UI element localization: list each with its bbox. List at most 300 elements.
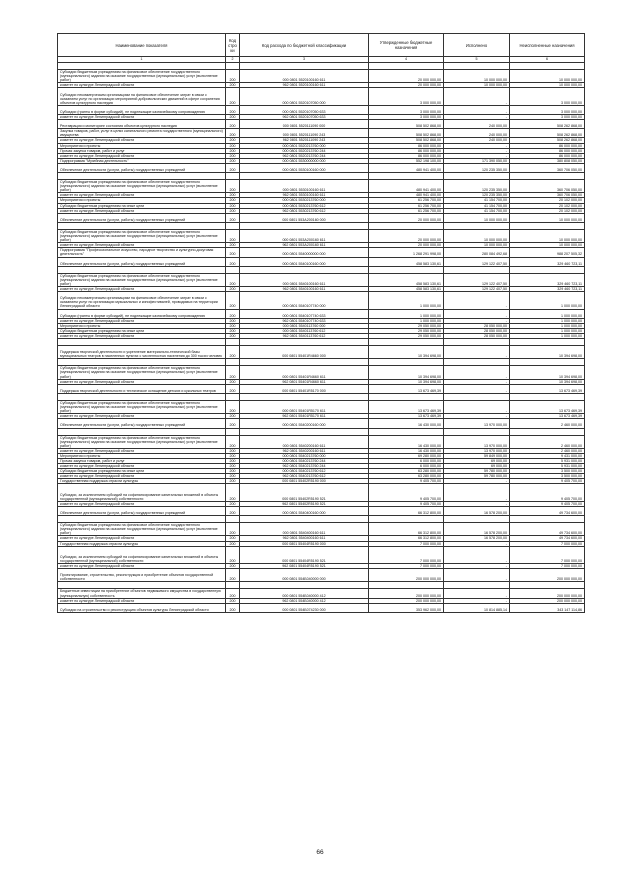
cell-unexecuted	[510, 63, 585, 70]
cell-executed: 41 154 700,00	[444, 208, 510, 213]
cell-executed: 120 235 350,00	[444, 180, 510, 193]
table-row	[58, 222, 585, 229]
cell-approved: 3 000 000,00	[369, 88, 444, 105]
cell-unexecuted: 10 000 000,00	[510, 243, 585, 248]
cell-expense-code: 962 0801 5520111090 243	[240, 138, 369, 143]
cell-approved	[369, 63, 444, 70]
table-row	[58, 173, 585, 180]
cell-expense-code: 962 0801 5520213760 244	[240, 153, 369, 158]
cell-unexecuted: 329 460 723,11	[510, 287, 585, 292]
cell-executed: -	[444, 148, 510, 153]
column-number: 5	[444, 57, 510, 63]
cell-expense-code	[240, 339, 369, 346]
cell-indicator-name: Субсидии бюджетным учреждениям на финансовое обеспечение государственного (муниципального) задания на оказание государственных (муниципальных) услуг (выполнение работ)	[58, 180, 226, 193]
cell-unexecuted: 10 000 000,00	[510, 229, 585, 242]
cell-approved: 29 050 000,00	[369, 323, 444, 328]
cell-line-code: 200	[226, 318, 240, 323]
table-row	[58, 309, 585, 318]
cell-expense-code: 000 0801 5540213760 244	[240, 459, 369, 464]
cell-line-code: 200	[226, 400, 240, 413]
cell-unexecuted: 508 262 868,00	[510, 129, 585, 138]
cell-line-code: 200	[226, 309, 240, 318]
cell-unexecuted: 3 000 000,00	[510, 88, 585, 105]
cell-indicator-name: Поддержка творческой деятельности и укрепление материально-технической базы муниципальных театров в населенных пунктах с численностью населения до 300 тысяч человек	[58, 346, 226, 359]
cell-indicator-name: комитет по культуре Ленинградской области	[58, 414, 226, 419]
cell-expense-code	[240, 393, 369, 400]
table-row	[58, 546, 585, 563]
cell-expense-code: 962 0801 5540213760 612	[240, 474, 369, 479]
cell-line-code: 200	[226, 88, 240, 105]
table-row	[58, 248, 585, 257]
cell-unexecuted: 13 673 469,39	[510, 414, 585, 419]
cell-approved: 1 000 000,00	[369, 292, 444, 309]
cell-line-code: 200	[226, 419, 240, 428]
cell-expense-code: 000 0801 5520100160 611	[240, 70, 369, 83]
cell-unexecuted: 20 102 000,00	[510, 198, 585, 203]
cell-expense-code	[240, 63, 369, 70]
cell-unexecuted: 200 000 000,00	[510, 569, 585, 582]
table-row	[58, 582, 585, 589]
cell-indicator-name: Реставрация и мониторинг состояния объектов культурного наследия	[58, 120, 226, 129]
cell-indicator-name	[58, 582, 226, 589]
cell-executed: 10 000 000,00	[444, 213, 510, 222]
cell-approved: 16 430 000,00	[369, 448, 444, 453]
cell-approved	[369, 173, 444, 180]
cell-approved	[369, 516, 444, 523]
cell-unexecuted	[510, 266, 585, 273]
cell-executed: -	[444, 88, 510, 105]
cell-indicator-name: Поддержка творческой деятельности и техническое оснащение детских и кукольных театров	[58, 384, 226, 393]
cell-unexecuted: 3 500 000,00	[510, 474, 585, 479]
cell-executed: 16 578 200,00	[444, 536, 510, 541]
cell-indicator-name: комитет по культуре Ленинградской области	[58, 193, 226, 198]
table-body	[58, 63, 585, 613]
cell-indicator-name: Государственная поддержка отрасли культуры	[58, 479, 226, 484]
cell-executed: 10 000 000,00	[444, 243, 510, 248]
cell-unexecuted	[510, 516, 585, 523]
column-number: 3	[240, 57, 369, 63]
table-row	[58, 266, 585, 273]
cell-line-code: 200	[226, 435, 240, 448]
cell-unexecuted: 9 405 700,00	[510, 479, 585, 484]
column-number: 6	[510, 57, 585, 63]
cell-executed: 16 578 200,00	[444, 523, 510, 536]
cell-line-code: 200	[226, 589, 240, 598]
table-row	[58, 479, 585, 484]
header-approved: Утвержденные бюджетные назначения	[369, 34, 444, 57]
cell-unexecuted: 1 000 000,00	[510, 333, 585, 338]
column-number: 4	[369, 57, 444, 63]
cell-unexecuted: 343 147 114,86	[510, 603, 585, 612]
cell-line-code: 200	[226, 292, 240, 309]
cell-executed: 10 000 000,00	[444, 83, 510, 88]
table-row	[58, 129, 585, 138]
cell-expense-code: 962 0801 5540200160 611	[240, 448, 369, 453]
cell-unexecuted: 329 460 723,11	[510, 273, 585, 286]
cell-approved: 1 268 291 998,00	[369, 248, 444, 257]
cell-indicator-name: Закупка товаров, работ, услуг в целях капитального ремонта государственного (муниципального) имущества	[58, 129, 226, 138]
table-row	[58, 419, 585, 428]
cell-expense-code: 962 0801 5530213760 612	[240, 208, 369, 213]
cell-expense-code	[240, 222, 369, 229]
cell-line-code: 200	[226, 287, 240, 292]
cell-expense-code: 000 0801 5540213760 000	[240, 453, 369, 458]
cell-executed: -	[444, 598, 510, 603]
cell-unexecuted: 86 000 000,00	[510, 143, 585, 148]
cell-indicator-name: комитет по культуре Ленинградской области	[58, 287, 226, 292]
cell-unexecuted: 10 000 000,00	[510, 213, 585, 222]
cell-executed: 28 050 000,00	[444, 333, 510, 338]
cell-unexecuted: 360 706 050,00	[510, 193, 585, 198]
cell-expense-code: 000 0801 5540100160 611	[240, 273, 369, 286]
table-row	[58, 603, 585, 612]
column-number: 2	[226, 57, 240, 63]
cell-approved: 6 000 000,00	[369, 464, 444, 469]
cell-line-code: 200	[226, 366, 240, 379]
cell-executed: 41 154 700,00	[444, 198, 510, 203]
cell-indicator-name: Субсидии на строительство и реконструкцию объектов культуры Ленинградской области	[58, 603, 226, 612]
cell-executed: 240 000,00	[444, 138, 510, 143]
cell-indicator-name: Мероприятия и проекты	[58, 323, 226, 328]
table-row	[58, 523, 585, 536]
cell-approved: 6 000 000,00	[369, 459, 444, 464]
cell-line-code: 200	[226, 569, 240, 582]
cell-approved: 20 000 000,00	[369, 70, 444, 83]
cell-approved: 63 280 000,00	[369, 469, 444, 474]
cell-executed: -	[444, 400, 510, 413]
cell-executed	[444, 266, 510, 273]
cell-line-code: 200	[226, 158, 240, 163]
cell-executed: 28 050 000,00	[444, 328, 510, 333]
cell-indicator-name: комитет по культуре Ленинградской области	[58, 474, 226, 479]
cell-unexecuted	[510, 582, 585, 589]
cell-unexecuted: 13 673 469,39	[510, 384, 585, 393]
cell-expense-code: 000 0801 5530100160 611	[240, 180, 369, 193]
cell-executed: 129 122 407,50	[444, 287, 510, 292]
cell-executed: -	[444, 546, 510, 563]
cell-indicator-name: Обеспечение деятельности (услуги, работы) государственных учреждений	[58, 213, 226, 222]
cell-executed: 10 814 885,14	[444, 603, 510, 612]
cell-unexecuted: 20 102 000,00	[510, 208, 585, 213]
cell-indicator-name: комитет по культуре Ленинградской области	[58, 138, 226, 143]
cell-unexecuted: 360 706 050,00	[510, 163, 585, 172]
cell-approved: 9 405 700,00	[369, 501, 444, 506]
table-row	[58, 88, 585, 105]
cell-executed: 120 235 350,00	[444, 163, 510, 172]
cell-executed: 120 235 350,00	[444, 193, 510, 198]
cell-line-code: 200	[226, 448, 240, 453]
cell-unexecuted: 360 706 050,00	[510, 180, 585, 193]
cell-approved: 200 000 000,00	[369, 569, 444, 582]
cell-executed: -	[444, 501, 510, 506]
cell-unexecuted: 9 431 000,00	[510, 453, 585, 458]
table-row	[58, 163, 585, 172]
cell-unexecuted: 1 000 000,00	[510, 292, 585, 309]
cell-line-code	[226, 393, 240, 400]
cell-line-code: 200	[226, 464, 240, 469]
cell-approved: 29 050 000,00	[369, 333, 444, 338]
cell-executed: -	[444, 143, 510, 148]
cell-approved: 508 502 868,00	[369, 138, 444, 143]
cell-executed: 16 578 200,00	[444, 506, 510, 515]
cell-indicator-name: комитет по культуре Ленинградской области	[58, 153, 226, 158]
cell-indicator-name: Мероприятия и проекты	[58, 198, 226, 203]
cell-indicator-name: Прочая закупка товаров, работ и услуг	[58, 148, 226, 153]
cell-executed: 171 390 050,00	[444, 158, 510, 163]
cell-line-code: 200	[226, 203, 240, 208]
cell-expense-code: 962 0801 5540107740 633	[240, 318, 369, 323]
cell-unexecuted	[510, 393, 585, 400]
cell-approved: 16 430 000,00	[369, 419, 444, 428]
cell-executed: 10 000 000,00	[444, 70, 510, 83]
column-number: 1	[58, 57, 226, 63]
cell-approved: 480 941 400,00	[369, 180, 444, 193]
cell-executed: -	[444, 564, 510, 569]
cell-indicator-name: Субсидии бюджетным учреждениям на иные цели	[58, 328, 226, 333]
cell-unexecuted: 10 394 698,00	[510, 346, 585, 359]
table-row	[58, 257, 585, 266]
cell-expense-code: 962 0801 5540213760 244	[240, 464, 369, 469]
cell-approved: 20 000 000,00	[369, 213, 444, 222]
cell-executed: -	[444, 541, 510, 546]
cell-approved: 66 312 800,00	[369, 536, 444, 541]
cell-expense-code: 000 0801 5520107050 000	[240, 88, 369, 105]
cell-approved: 200 000 000,00	[369, 598, 444, 603]
cell-approved: 1 000 000,00	[369, 318, 444, 323]
cell-executed: -	[444, 384, 510, 393]
cell-executed: 129 122 407,50	[444, 257, 510, 266]
cell-line-code: 200	[226, 333, 240, 338]
cell-indicator-name: комитет по культуре Ленинградской области	[58, 564, 226, 569]
cell-unexecuted: 3 000 000,00	[510, 114, 585, 119]
table-row	[58, 469, 585, 474]
cell-line-code: 200	[226, 453, 240, 458]
cell-approved: 552 198 100,00	[369, 158, 444, 163]
table-row	[58, 273, 585, 286]
cell-line-code: 200	[226, 379, 240, 384]
cell-line-code: 200	[226, 501, 240, 506]
cell-approved: 7 000 000,00	[369, 541, 444, 546]
cell-expense-code: 000 0801 5530213760 000	[240, 198, 369, 203]
table-row	[58, 569, 585, 582]
cell-approved: 86 000 000,00	[369, 143, 444, 148]
cell-executed	[444, 582, 510, 589]
page-number: 66	[316, 849, 324, 856]
cell-line-code: 200	[226, 323, 240, 328]
cell-line-code: 200	[226, 506, 240, 515]
cell-expense-code: 962 0801 5520100160 611	[240, 83, 369, 88]
cell-approved: 508 502 868,00	[369, 129, 444, 138]
cell-unexecuted: 86 000 000,00	[510, 148, 585, 153]
cell-indicator-name: Обеспечение деятельности (услуги, работы) государственных учреждений	[58, 163, 226, 172]
cell-line-code: 200	[226, 180, 240, 193]
cell-executed: -	[444, 589, 510, 598]
cell-line-code: 200	[226, 248, 240, 257]
cell-approved	[369, 359, 444, 366]
cell-expense-code: 000 0801 5530100160 000	[240, 163, 369, 172]
cell-line-code: 200	[226, 257, 240, 266]
cell-unexecuted	[510, 339, 585, 346]
table-row	[58, 384, 585, 393]
table-row	[58, 506, 585, 515]
cell-executed: 13 970 000,00	[444, 448, 510, 453]
cell-expense-code: 962 0801 55404R5190 521	[240, 564, 369, 569]
cell-indicator-name: комитет по культуре Ленинградской области	[58, 536, 226, 541]
table-row	[58, 213, 585, 222]
cell-unexecuted: 9 405 700,00	[510, 484, 585, 501]
cell-line-code: 200	[226, 70, 240, 83]
cell-executed: -	[444, 309, 510, 318]
cell-approved	[369, 428, 444, 435]
cell-expense-code: 962 0801 553A200160 611	[240, 243, 369, 248]
cell-line-code: 200	[226, 598, 240, 603]
cell-approved: 10 394 698,00	[369, 379, 444, 384]
cell-expense-code	[240, 173, 369, 180]
cell-line-code: 200	[226, 153, 240, 158]
cell-unexecuted: 2 460 000,00	[510, 419, 585, 428]
cell-executed: 13 970 000,00	[444, 419, 510, 428]
header-executed: Исполнено	[444, 34, 510, 57]
cell-unexecuted: 1 000 000,00	[510, 328, 585, 333]
cell-expense-code: 000 0801 5540000000 000	[240, 248, 369, 257]
cell-line-code	[226, 359, 240, 366]
cell-unexecuted: 2 460 000,00	[510, 435, 585, 448]
cell-indicator-name: комитет по культуре Ленинградской области	[58, 379, 226, 384]
table-row	[58, 516, 585, 523]
cell-approved: 61 256 700,00	[369, 198, 444, 203]
cell-approved: 13 673 469,39	[369, 414, 444, 419]
cell-indicator-name: Прочая закупка товаров, работ и услуг	[58, 459, 226, 464]
table-row	[58, 393, 585, 400]
cell-indicator-name: Субсидии бюджетным учреждениям на финансовое обеспечение государственного (муниципального) задания на оказание государственных (муниципальных) услуг (выполнение работ)	[58, 229, 226, 242]
cell-executed	[444, 222, 510, 229]
cell-expense-code: 962 0801 5540400160 611	[240, 536, 369, 541]
cell-executed	[444, 393, 510, 400]
budget-report-sheet	[57, 33, 584, 613]
cell-indicator-name	[58, 222, 226, 229]
cell-line-code	[226, 339, 240, 346]
cell-unexecuted: 49 734 600,00	[510, 536, 585, 541]
cell-executed	[444, 173, 510, 180]
cell-unexecuted: 1 000 000,00	[510, 309, 585, 318]
cell-indicator-name: Обеспечение деятельности (услуги, работы) государственных учреждений	[58, 419, 226, 428]
table-row	[58, 203, 585, 208]
cell-executed: -	[444, 114, 510, 119]
cell-expense-code	[240, 359, 369, 366]
cell-line-code: 200	[226, 105, 240, 114]
cell-approved: 61 256 700,00	[369, 208, 444, 213]
cell-unexecuted	[510, 173, 585, 180]
cell-line-code: 200	[226, 138, 240, 143]
cell-expense-code: 000 0801 5540107740 000	[240, 292, 369, 309]
cell-unexecuted: 49 734 600,00	[510, 506, 585, 515]
cell-unexecuted: 1 000 000,00	[510, 323, 585, 328]
cell-approved: 1 000 000,00	[369, 309, 444, 318]
cell-line-code: 200	[226, 564, 240, 569]
cell-approved: 458 583 130,61	[369, 257, 444, 266]
cell-indicator-name	[58, 516, 226, 523]
cell-indicator-name: комитет по культуре Ленинградской области	[58, 501, 226, 506]
cell-approved: 200 000 000,00	[369, 589, 444, 598]
cell-unexecuted: 508 262 868,00	[510, 138, 585, 143]
cell-unexecuted: 10 394 698,00	[510, 366, 585, 379]
cell-expense-code: 000 0801 55402R5190 000	[240, 479, 369, 484]
cell-line-code: 200	[226, 213, 240, 222]
cell-expense-code: 962 0801 55402R5190 521	[240, 501, 369, 506]
cell-unexecuted: 380 808 050,00	[510, 158, 585, 163]
cell-executed: 13 970 000,00	[444, 435, 510, 448]
cell-approved: 480 941 400,00	[369, 193, 444, 198]
cell-expense-code: 000 0801 5520111090 243	[240, 129, 369, 138]
cell-expense-code: 000 0801 5520213760 000	[240, 143, 369, 148]
cell-expense-code: 000 0801 5520111090 000	[240, 120, 369, 129]
cell-line-code	[226, 222, 240, 229]
cell-indicator-name: комитет по культуре Ленинградской области	[58, 114, 226, 119]
header-line-code: Код стро ки	[226, 34, 240, 57]
cell-approved: 7 000 000,00	[369, 546, 444, 563]
cell-approved	[369, 222, 444, 229]
cell-executed: 240 000,00	[444, 129, 510, 138]
cell-expense-code: 962 0801 55401R5170 611	[240, 414, 369, 419]
cell-unexecuted	[510, 359, 585, 366]
cell-executed: 280 084 492,68	[444, 248, 510, 257]
cell-executed: -	[444, 366, 510, 379]
cell-executed	[444, 516, 510, 523]
cell-indicator-name	[58, 339, 226, 346]
cell-line-code: 200	[226, 143, 240, 148]
cell-executed: 59 780 000,00	[444, 474, 510, 479]
cell-unexecuted: 7 000 000,00	[510, 546, 585, 563]
cell-expense-code: 000 0801 5540107740 633	[240, 309, 369, 318]
cell-unexecuted: 7 000 000,00	[510, 564, 585, 569]
cell-indicator-name: Мероприятия и проекты	[58, 453, 226, 458]
cell-expense-code: 962 0801 5540100160 611	[240, 287, 369, 292]
cell-expense-code: 962 0801 5530100160 611	[240, 193, 369, 198]
cell-expense-code: 000 0801 5520107050 633	[240, 105, 369, 114]
cell-indicator-name: Субсидии бюджетным учреждениям на иные цели	[58, 203, 226, 208]
cell-unexecuted: 5 931 000,00	[510, 459, 585, 464]
cell-line-code: 200	[226, 83, 240, 88]
cell-executed: 69 000,00	[444, 459, 510, 464]
cell-unexecuted: 200 000 000,00	[510, 598, 585, 603]
cell-executed: 240 000,00	[444, 120, 510, 129]
cell-approved: 7 000 000,00	[369, 564, 444, 569]
cell-expense-code: 000 0801 55401R5170 611	[240, 400, 369, 413]
cell-approved: 63 280 000,00	[369, 474, 444, 479]
cell-approved: 9 405 700,00	[369, 479, 444, 484]
cell-indicator-name: Субсидии бюджетным учреждениям на финансовое обеспечение государственного (муниципального) задания на оказание государственных (муниципальных) услуг (выполнение работ)	[58, 435, 226, 448]
cell-approved: 20 000 000,00	[369, 229, 444, 242]
cell-line-code: 200	[226, 469, 240, 474]
table-row	[58, 541, 585, 546]
table-row	[58, 180, 585, 193]
cell-unexecuted: 49 734 600,00	[510, 523, 585, 536]
cell-approved	[369, 339, 444, 346]
cell-expense-code: 000 0801 5540100160 000	[240, 257, 369, 266]
cell-line-code: 200	[226, 523, 240, 536]
cell-approved: 508 502 868,00	[369, 120, 444, 129]
cell-line-code: 200	[226, 193, 240, 198]
cell-expense-code	[240, 516, 369, 523]
table-row	[58, 63, 585, 70]
cell-line-code: 200	[226, 459, 240, 464]
cell-approved: 69 280 000,00	[369, 453, 444, 458]
cell-indicator-name: комитет по культуре Ленинградской области	[58, 464, 226, 469]
cell-unexecuted: 20 102 000,00	[510, 203, 585, 208]
cell-unexecuted: 86 000 000,00	[510, 153, 585, 158]
cell-executed	[444, 359, 510, 366]
header-indicator-name: Наименование показателя	[58, 34, 226, 57]
